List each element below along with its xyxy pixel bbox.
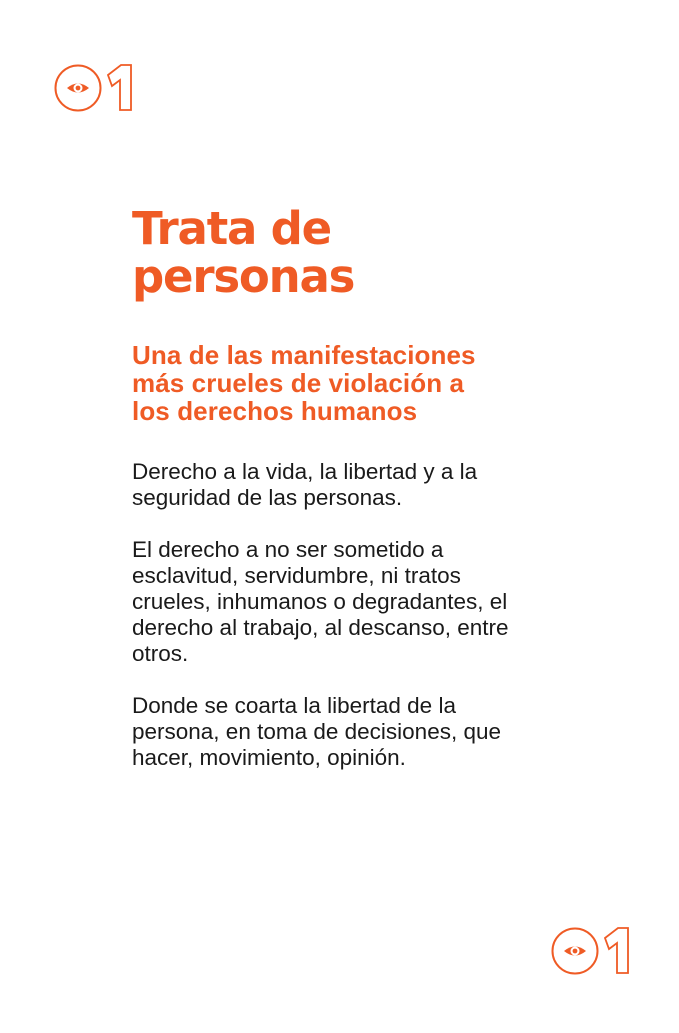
paragraph-3 — [132, 693, 572, 771]
paragraph-line: seguridad de las personas. — [132, 485, 403, 510]
paragraph-line: crueles, inhumanos o degradantes, el — [132, 589, 508, 614]
page-number-graphic — [54, 63, 134, 113]
paragraph-2 — [132, 537, 572, 667]
subtitle-line-3: los derechos humanos — [132, 396, 418, 426]
paragraph-line: otros. — [132, 641, 189, 666]
paragraph-line: derecho al trabajo, al descanso, entre — [132, 615, 509, 640]
subtitle-line-1: Una de las manifestaciones — [132, 340, 476, 370]
main-content — [132, 202, 572, 771]
title-line-1: Trata de — [132, 202, 331, 255]
paragraph-1 — [132, 459, 572, 511]
eye-icon — [67, 84, 89, 93]
page-number-badge-top — [54, 63, 134, 113]
paragraph-line: Donde se coarta la libertad de la — [132, 693, 456, 718]
page-title — [132, 202, 572, 303]
paragraph-line: hacer, movimiento, opinión. — [132, 745, 406, 770]
subtitle-line-2: más crueles de violación a — [132, 368, 465, 398]
title-line-2: personas — [132, 250, 355, 303]
paragraph-line: esclavitud, servidumbre, ni tratos — [132, 563, 461, 588]
paragraph-line: persona, en toma de decisiones, que — [132, 719, 501, 744]
paragraph-line: El derecho a no ser sometido a — [132, 537, 444, 562]
page-number-graphic — [551, 926, 631, 976]
page-subtitle — [132, 341, 572, 425]
paragraph-line: Derecho a la vida, la libertad y a la — [132, 459, 478, 484]
page-number-badge-bottom — [551, 926, 631, 976]
eye-icon — [564, 947, 586, 956]
